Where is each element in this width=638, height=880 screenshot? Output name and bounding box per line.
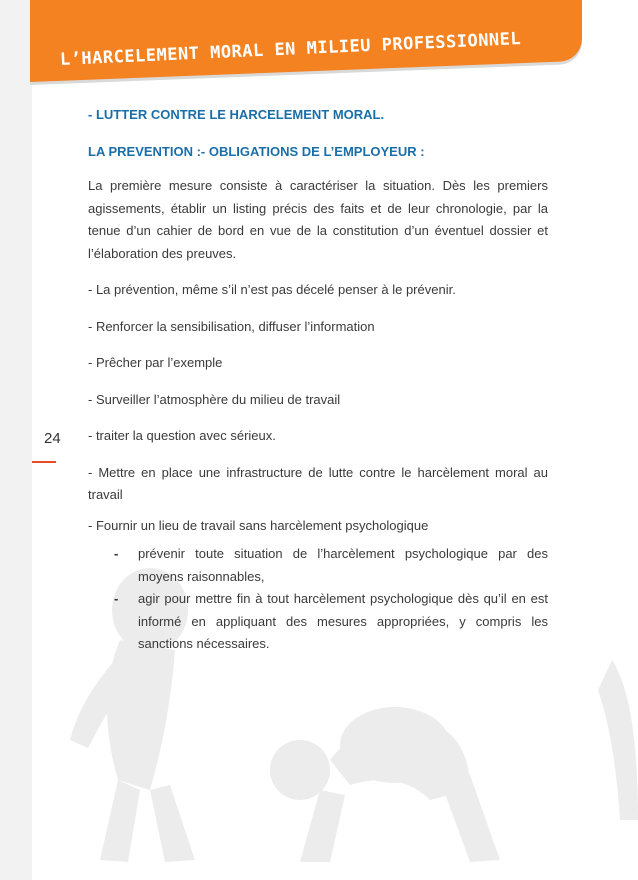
heading-prevention: LA PREVENTION :- OBLIGATIONS DE L’EMPLOYEUR :: [88, 143, 425, 159]
main-content: [88, 104, 548, 656]
list-item: - Fournir un lieu de travail sans harcèlement psychologique: [88, 517, 429, 533]
heading-lutter: - LUTTER CONTRE LE HARCELEMENT MORAL.: [88, 107, 385, 122]
list-item: - Prêcher par l’exemple: [88, 355, 223, 370]
list-item: - traiter la question avec sérieux.: [88, 428, 276, 443]
sub-bullet-item: [88, 543, 548, 588]
document-header-title: L’HARCELEMENT MORAL EN MILIEU PROFESSIONNEL: [59, 29, 522, 70]
sub-bullet-text: agir pour mettre fin à tout harcèlement psychologique dès qu’il en est informé en appliquant des mesures appropriées, y compris les sanctions nécessaires.: [138, 591, 548, 651]
list-item: - Surveiller l’atmosphère du milieu de travail: [88, 391, 341, 407]
dash-marker: -: [114, 546, 119, 561]
intro-paragraph: La première mesure consiste à caractériser la situation. Dès les premiers agissements, établir un listing précis des faits et de leur chronologie, par la tenue d’un cahier de bord en vue de la constitution d’un éventuel dossier et l’élaboration des preuves.: [88, 178, 548, 261]
sub-bullet-list: [88, 543, 548, 656]
page-number: 24: [44, 430, 61, 447]
sub-bullet-text: prévenir toute situation de l’harcèlement psychologique par des moyens raisonnables,: [138, 546, 548, 584]
list-item: - La prévention, même s’il n’est pas décelé penser à le prévenir.: [88, 282, 456, 297]
list-item: - Mettre en place une infrastructure de lutte contre le harcèlement moral au travail: [88, 464, 548, 502]
page-number-rule: [32, 461, 56, 463]
list-item: - Renforcer la sensibilisation, diffuser l’information: [88, 318, 375, 334]
sub-bullet-item: [88, 588, 548, 656]
dash-marker: -: [114, 591, 119, 606]
